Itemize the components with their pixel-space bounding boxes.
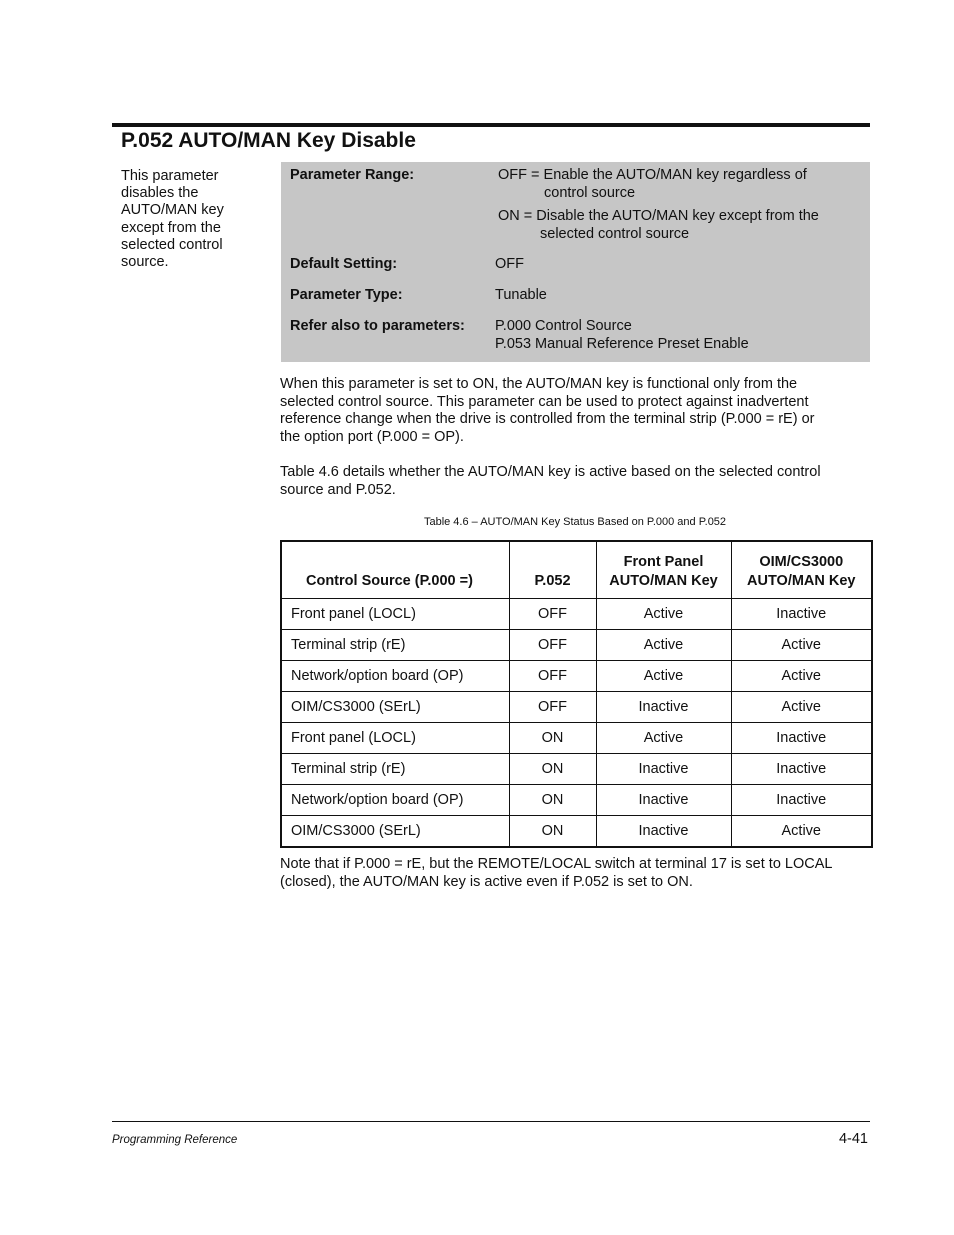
header-control-source: Control Source (P.000 =) [281, 541, 509, 599]
cell-control-source: Front panel (LOCL) [281, 599, 509, 630]
table-row [281, 816, 872, 848]
auto-man-status-table [280, 540, 873, 848]
refer-also-values: P.000 Control Source P.053 Manual Reference Preset Enable [495, 318, 749, 352]
header-oim-cs3000: OIM/CS3000 AUTO/MAN Key [731, 541, 872, 599]
cell-front-panel: Inactive [596, 692, 731, 723]
page-title: P.052 AUTO/MAN Key Disable [121, 129, 416, 152]
cell-oim: Inactive [731, 754, 872, 785]
cell-oim: Inactive [731, 599, 872, 630]
side-note-line: selected control [121, 236, 223, 253]
table-row [281, 692, 872, 723]
header-front-panel: Front Panel AUTO/MAN Key [596, 541, 731, 599]
header-p052: P.052 [509, 541, 596, 599]
cell-front-panel: Active [596, 723, 731, 754]
paragraph-note: Note that if P.000 = rE, but the REMOTE/LOCAL switch at terminal 17 is set to LOCAL (closed), the AUTO/MAN key is active even if P.052 is set to ON. [280, 856, 833, 890]
cell-p052: OFF [509, 630, 596, 661]
cell-front-panel: Active [596, 661, 731, 692]
cell-control-source: OIM/CS3000 (SErL) [281, 692, 509, 723]
cell-control-source: Network/option board (OP) [281, 785, 509, 816]
cell-front-panel: Inactive [596, 754, 731, 785]
side-note-line: source. [121, 254, 169, 271]
table-row [281, 723, 872, 754]
default-setting-value: OFF [495, 256, 524, 272]
cell-control-source: Terminal strip (rE) [281, 630, 509, 661]
table-caption: Table 4.6 – AUTO/MAN Key Status Based on P.000 and P.052 [423, 516, 727, 528]
paragraph-table-intro: Table 4.6 details whether the AUTO/MAN key is active based on the selected control source and P.052. [280, 464, 821, 498]
cell-front-panel: Inactive [596, 785, 731, 816]
cell-oim: Inactive [731, 785, 872, 816]
side-note-line: AUTO/MAN key [121, 202, 224, 219]
cell-oim: Active [731, 630, 872, 661]
table-row [281, 785, 872, 816]
footer-section-title: Programming Reference [112, 1134, 238, 1146]
parameter-range-label: Parameter Range: [290, 167, 415, 183]
table-row [281, 661, 872, 692]
side-note [121, 168, 251, 271]
page-number: 4-41 [838, 1131, 868, 1147]
cell-oim: Active [731, 692, 872, 723]
cell-oim: Inactive [731, 723, 872, 754]
table-row [281, 630, 872, 661]
cell-front-panel: Active [596, 630, 731, 661]
table-row [281, 754, 872, 785]
cell-p052: ON [509, 785, 596, 816]
cell-oim: Active [731, 816, 872, 848]
parameter-type-value: Tunable [495, 287, 547, 303]
parameter-type-label: Parameter Type: [290, 287, 403, 303]
cell-control-source: Network/option board (OP) [281, 661, 509, 692]
cell-p052: ON [509, 723, 596, 754]
cell-front-panel: Active [596, 599, 731, 630]
parameter-range-off: OFF = Enable the AUTO/MAN key regardless of control source [498, 167, 807, 201]
parameter-info-box [281, 162, 870, 362]
table-header-row [281, 541, 872, 599]
cell-p052: OFF [509, 692, 596, 723]
cell-p052: ON [509, 816, 596, 848]
footer-rule [112, 1121, 870, 1122]
cell-control-source: OIM/CS3000 (SErL) [281, 816, 509, 848]
parameter-range-on: ON = Disable the AUTO/MAN key except from the selected control source [498, 208, 819, 242]
cell-p052: OFF [509, 599, 596, 630]
cell-p052: OFF [509, 661, 596, 692]
paragraph-description: When this parameter is set to ON, the AUTO/MAN key is functional only from the selected control source. This parameter can be used to protect against inadvertent reference change when the drive is controlled from the terminal strip (P.000 = rE) or the option port (P.000 = OP). [280, 376, 815, 445]
default-setting-label: Default Setting: [290, 256, 398, 272]
cell-front-panel: Inactive [596, 816, 731, 848]
side-note-line: except from the [121, 219, 221, 236]
cell-control-source: Terminal strip (rE) [281, 754, 509, 785]
cell-p052: ON [509, 754, 596, 785]
side-note-line: disables the [121, 185, 199, 202]
cell-oim: Active [731, 661, 872, 692]
table-row [281, 599, 872, 630]
refer-also-label: Refer also to parameters: [290, 318, 465, 334]
side-note-line: This parameter [121, 168, 219, 184]
cell-control-source: Front panel (LOCL) [281, 723, 509, 754]
